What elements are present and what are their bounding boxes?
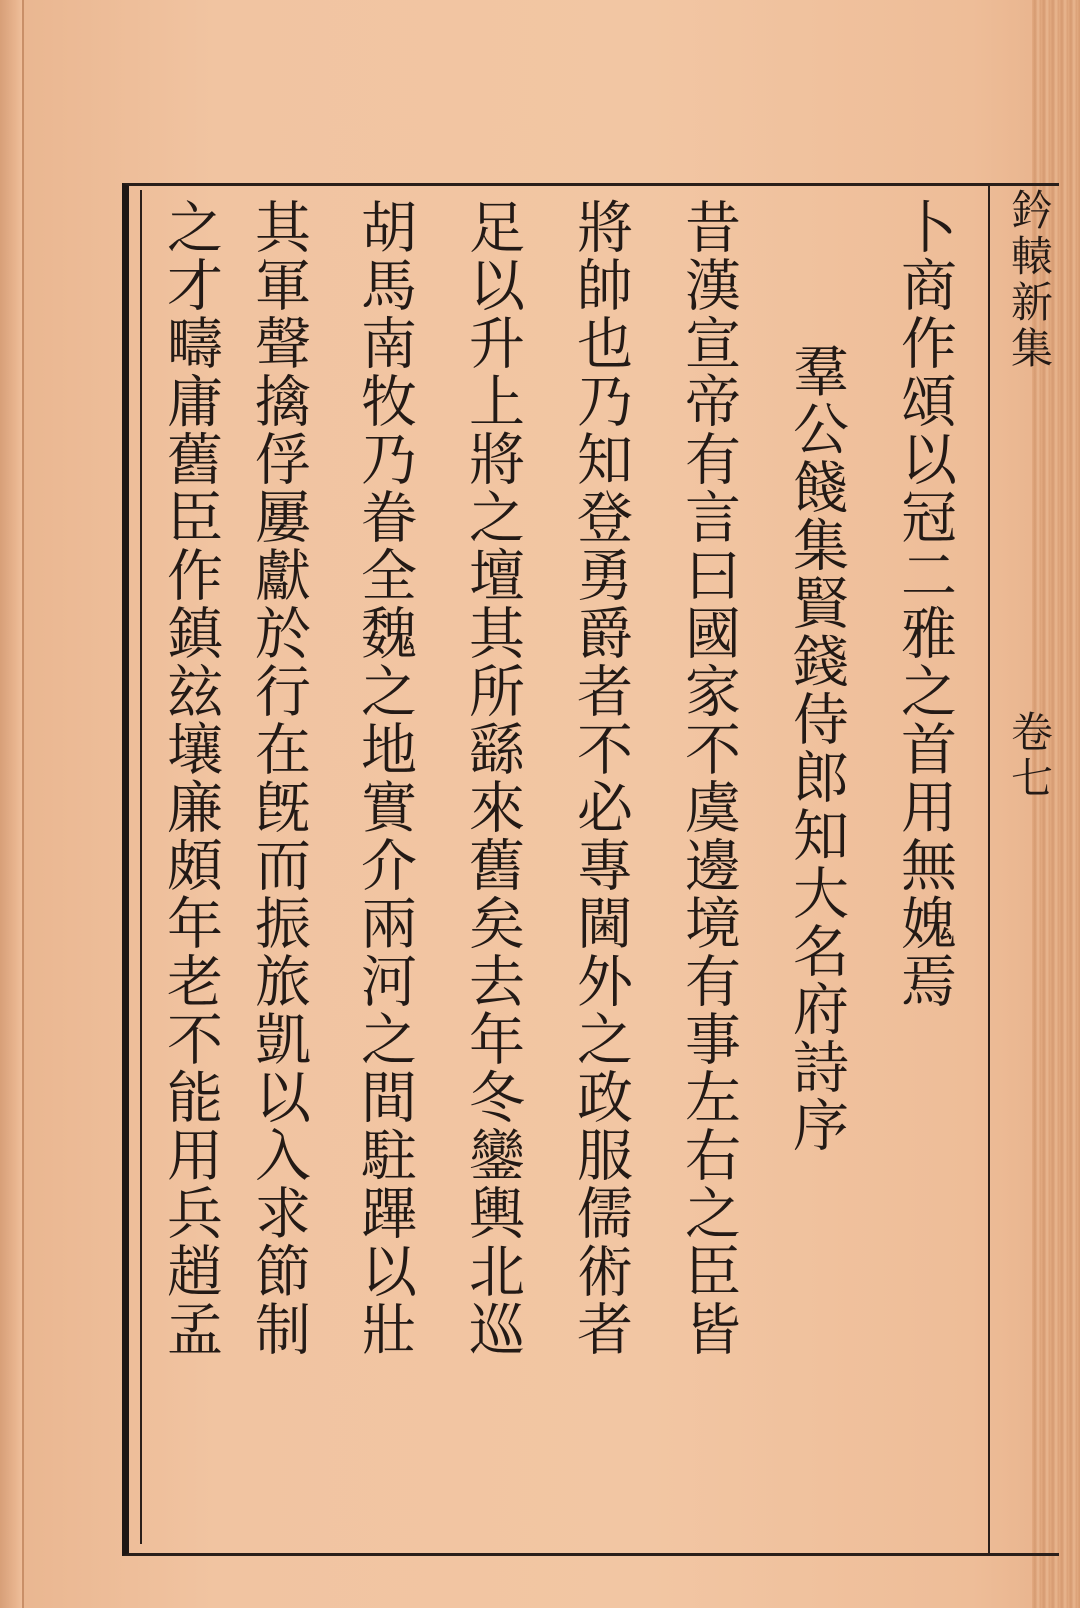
- text-column-1: 卜商作頌以冠二雅之首用無媿焉: [892, 198, 957, 1010]
- text-column-4: 將帥也乃知登勇爵者不必專閫外之政服儒術者: [568, 198, 633, 1358]
- left-page-edge: [0, 0, 24, 1608]
- margin-book-title: 鈐轅新集: [1005, 188, 1054, 372]
- text-column-3: 昔漢宣帝有言曰國家不虞邊境有事左右之臣皆: [676, 198, 741, 1358]
- text-column-7: 其軍聲擒俘屢獻於行在旣而振旅凱以入求節制: [246, 198, 311, 1358]
- text-column-5: 足以升上將之壇其所繇來舊矣去年冬鑾輿北巡: [460, 198, 525, 1358]
- fold-margin-line: [988, 183, 990, 1553]
- text-column-8: 之才疇庸舊臣作鎮玆壤廉頗年老不能用兵趙孟: [158, 198, 223, 1358]
- inner-border-line: [140, 190, 142, 1544]
- margin-volume-number: 卷七: [1005, 710, 1054, 802]
- text-column-2: 羣公餞集賢錢侍郎知大名府詩序: [784, 342, 849, 1154]
- text-column-6: 胡馬南牧乃眷全魏之地實介兩河之間駐蹕以壯: [352, 198, 417, 1358]
